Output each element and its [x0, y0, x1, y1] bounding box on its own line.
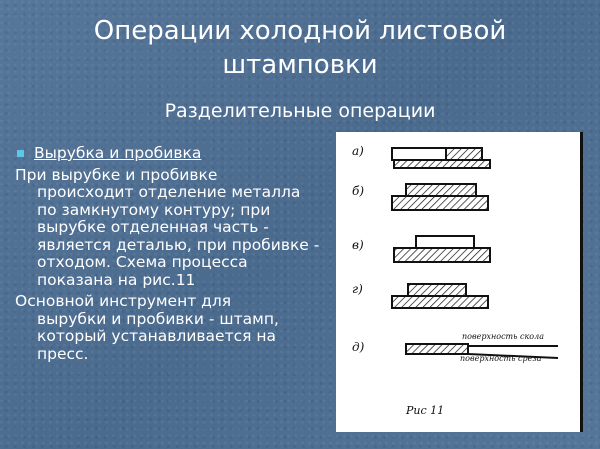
stage-g: [392, 284, 488, 308]
paragraph-2: [15, 293, 320, 363]
paragraph-2-first-line: Основной инструмент для: [15, 292, 232, 310]
title-line-1: Операции холодной листовой: [93, 16, 507, 46]
annotation-shear-surface: поверхность скола: [462, 332, 544, 341]
figure-label-a: а): [352, 144, 364, 158]
slide-subtitle: Разделительные операции: [164, 100, 436, 122]
title-line-2: штамповки: [222, 50, 378, 80]
annotation-cut-surface: поверхность среза: [460, 354, 542, 363]
paragraph-1-first-line: При вырубке и пробивке: [15, 165, 218, 184]
stage-v: [394, 236, 490, 262]
paragraph-1: [15, 167, 320, 290]
bullet-square-icon: [17, 150, 24, 157]
paragraph-2-body: вырубки и пробивки - штамп, который устанавливается на пресс.: [37, 309, 279, 363]
figure-label-d: д): [352, 340, 365, 354]
stage-b: [392, 184, 488, 210]
figure-11: [336, 132, 583, 432]
figure-caption: Рис 11: [406, 404, 445, 417]
slide-title: [0, 14, 600, 82]
punching-diagram: [336, 132, 580, 432]
bullet-item: [15, 145, 320, 163]
stage-a: [392, 148, 490, 168]
figure-label-g: г): [352, 282, 363, 296]
paragraph-1-body: происходит отделение металла по замкнутому контуру; при вырубке отделенная часть - является деталью, при пробивке - отходом. Схема процесса показана на рис.11: [37, 183, 320, 289]
bullet-label: Вырубка и пробивка: [34, 144, 202, 162]
figure-label-v: в): [352, 238, 364, 252]
figure-label-b: б): [352, 184, 365, 198]
text-column: [15, 145, 320, 367]
